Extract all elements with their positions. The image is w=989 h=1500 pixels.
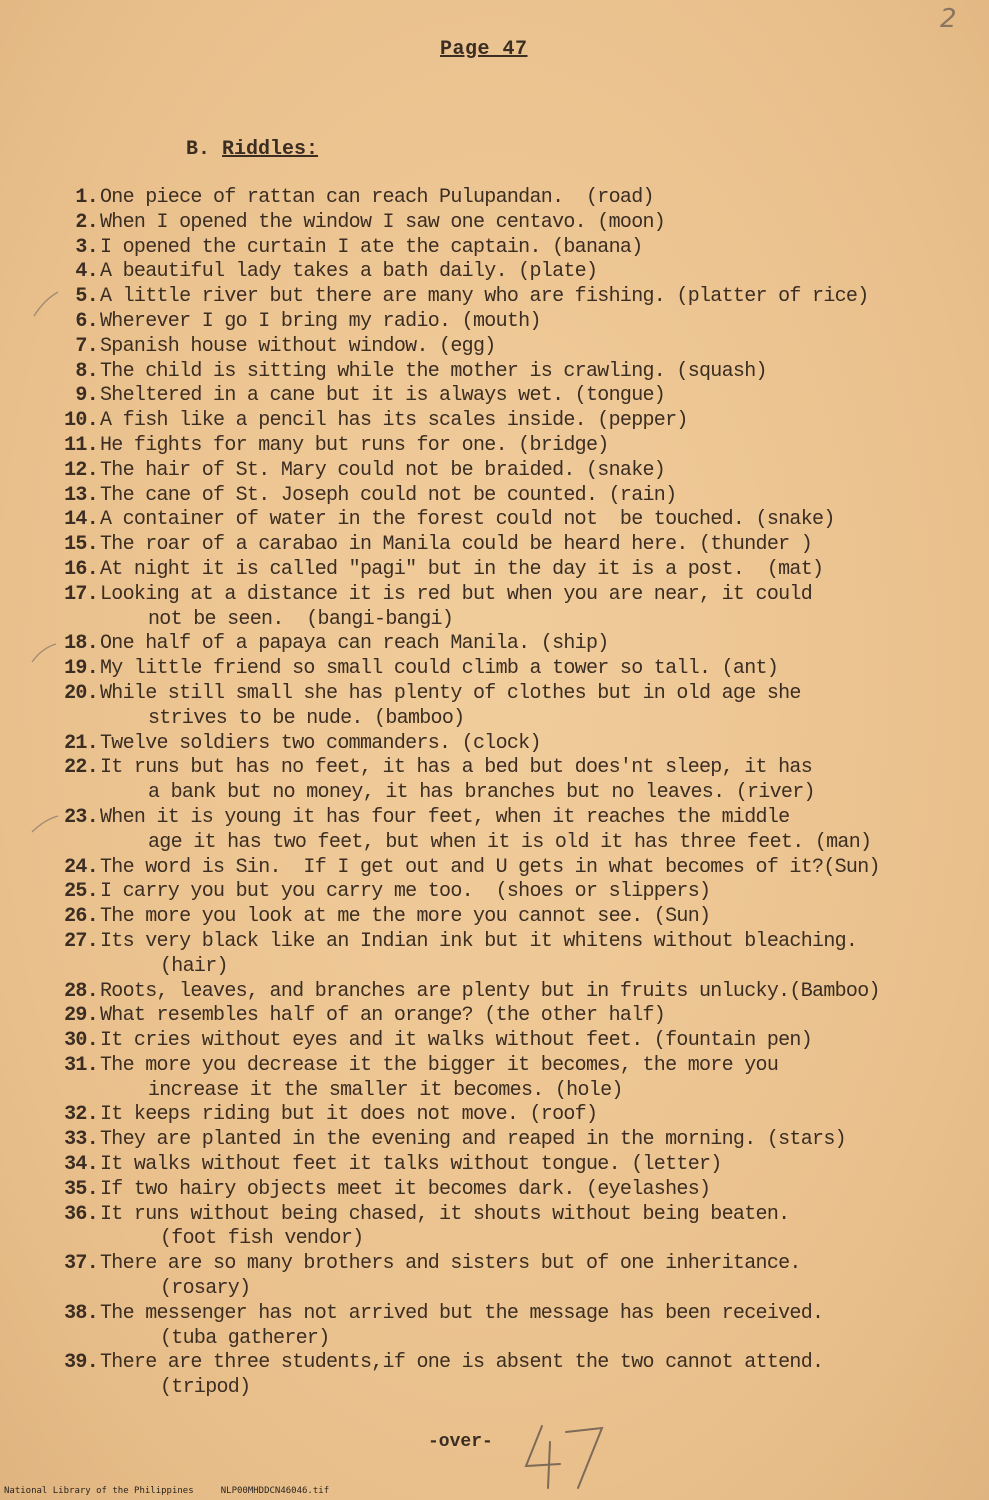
riddle-number: 17. xyxy=(64,582,98,606)
riddle-line xyxy=(56,508,976,533)
section-heading xyxy=(186,138,318,161)
riddle-number: 31. xyxy=(64,1053,98,1077)
riddle-line xyxy=(56,236,976,261)
riddle-number: 12. xyxy=(64,458,98,482)
riddle-number: 9. xyxy=(75,384,98,408)
riddle-line xyxy=(56,682,976,707)
riddle-continuation xyxy=(56,608,976,633)
riddle-text: There are so many brothers and sisters but of one inheritance. xyxy=(100,1252,801,1276)
riddle-number: 21. xyxy=(64,731,98,755)
riddle-line xyxy=(56,732,976,757)
riddle-text: One piece of rattan can reach Pulupandan. (road) xyxy=(100,186,654,209)
riddle-line xyxy=(56,856,976,881)
riddle-text: Spanish house without window. (egg) xyxy=(100,334,496,358)
riddle-text: not be seen. (bangi-bangi) xyxy=(148,607,454,631)
riddle-line xyxy=(56,1252,976,1277)
riddle-line xyxy=(56,632,976,657)
riddle-number: 4. xyxy=(75,260,98,284)
riddle-number: 34. xyxy=(64,1153,98,1177)
riddle-number: 2. xyxy=(75,210,98,234)
riddle-text: There are three students,if one is absent the two cannot attend. xyxy=(100,1351,824,1375)
riddle-line xyxy=(56,1029,976,1054)
riddle-number: 26. xyxy=(64,905,98,929)
riddle-number: 3. xyxy=(75,235,98,259)
riddle-text: The hair of St. Mary could not be braided. (snake) xyxy=(100,458,666,482)
riddle-text: It keeps riding but it does not move. (roof) xyxy=(100,1103,598,1127)
riddle-text: I carry you but you carry me too. (shoes or slippers) xyxy=(100,880,711,904)
riddle-continuation xyxy=(56,781,976,806)
riddle-text: Roots, leaves, and branches are plenty but in fruits unlucky.(Bamboo) xyxy=(100,979,880,1003)
riddle-number: 39. xyxy=(64,1351,98,1375)
riddle-text: It runs but has no feet, it has a bed but does'nt sleep, it has xyxy=(100,756,813,780)
riddle-text: One half of a papaya can reach Manila. (ship) xyxy=(100,632,609,656)
riddle-continuation xyxy=(56,1376,976,1401)
riddle-text: Looking at a distance it is red but when you are near, it could xyxy=(100,582,813,606)
riddle-text: (foot fish vendor) xyxy=(160,1227,364,1251)
riddle-number: 24. xyxy=(64,855,98,879)
riddle-text: A beautiful lady takes a bath daily. (plate) xyxy=(100,260,598,284)
riddle-number: 5. xyxy=(75,285,98,309)
riddle-line xyxy=(56,905,976,930)
check-mark-icon xyxy=(30,812,60,836)
riddle-continuation xyxy=(56,955,976,980)
riddle-line xyxy=(56,1203,976,1228)
riddle-line xyxy=(56,360,976,385)
riddle-line xyxy=(56,285,976,310)
riddle-text: Twelve soldiers two commanders. (clock) xyxy=(100,731,541,755)
riddle-number: 30. xyxy=(64,1029,98,1053)
riddle-text: He fights for many but runs for one. (bridge) xyxy=(100,433,609,457)
riddle-number: 15. xyxy=(64,533,98,557)
riddle-text: Wherever I go I bring my radio. (mouth) xyxy=(100,309,541,333)
riddle-line xyxy=(56,211,976,236)
page-title: Page 47 xyxy=(440,38,528,61)
riddle-line xyxy=(56,806,976,831)
riddle-line xyxy=(56,1351,976,1376)
handwritten-page-number xyxy=(520,1418,610,1492)
riddle-number: 1. xyxy=(75,186,98,209)
riddle-line xyxy=(56,186,976,211)
riddle-continuation xyxy=(56,831,976,856)
riddle-continuation xyxy=(56,1327,976,1352)
riddle-number: 20. xyxy=(64,681,98,705)
riddle-text: The cane of St. Joseph could not be counted. (rain) xyxy=(100,483,677,507)
riddle-line xyxy=(56,1178,976,1203)
riddle-text: It walks without feet it talks without tongue. (letter) xyxy=(100,1153,722,1177)
riddle-text: The word is Sin. If I get out and U gets in what becomes of it?(Sun) xyxy=(100,855,880,879)
riddle-text: While still small she has plenty of clothes but in old age she xyxy=(100,681,801,705)
riddle-number: 10. xyxy=(64,409,98,433)
riddle-text: (hair) xyxy=(160,954,228,978)
riddle-text: The roar of a carabao in Manila could be heard here. (thunder ) xyxy=(100,533,813,557)
riddle-text: (tuba gatherer) xyxy=(160,1326,330,1350)
riddle-line xyxy=(56,880,976,905)
riddle-line xyxy=(56,558,976,583)
riddle-text: At night it is called "pagi" but in the day it is a post. (mat) xyxy=(100,557,824,581)
riddle-number: 13. xyxy=(64,483,98,507)
riddle-text: If two hairy objects meet it becomes dark. (eyelashes) xyxy=(100,1177,711,1201)
riddle-line xyxy=(56,1103,976,1128)
riddle-text: Its very black like an Indian ink but it whitens without bleaching. xyxy=(100,929,858,953)
riddle-number: 36. xyxy=(64,1202,98,1226)
riddle-line xyxy=(56,434,976,459)
riddle-number: 35. xyxy=(64,1177,98,1201)
riddle-text: Sheltered in a cane but it is always wet. (tongue) xyxy=(100,384,666,408)
riddle-text: My little friend so small could climb a tower so tall. (ant) xyxy=(100,657,779,681)
check-mark-icon xyxy=(30,640,58,666)
over-label: -over- xyxy=(428,1432,493,1452)
riddle-text: I opened the curtain I ate the captain. (banana) xyxy=(100,235,643,259)
riddle-text: (tripod) xyxy=(160,1376,251,1400)
footer-source: National Library of the Philippines NLP00MHDDCN46046.tif xyxy=(4,1486,330,1496)
riddle-list xyxy=(56,186,976,1401)
riddle-line xyxy=(56,260,976,285)
riddle-number: 25. xyxy=(64,880,98,904)
riddle-line xyxy=(56,335,976,360)
riddle-line xyxy=(56,583,976,608)
riddle-number: 29. xyxy=(64,1004,98,1028)
riddle-line xyxy=(56,484,976,509)
riddle-text: It cries without eyes and it walks without feet. (fountain pen) xyxy=(100,1029,813,1053)
riddle-line xyxy=(56,533,976,558)
riddle-number: 16. xyxy=(64,557,98,581)
riddle-number: 19. xyxy=(64,657,98,681)
riddle-line xyxy=(56,1004,976,1029)
riddle-text: It runs without being chased, it shouts without being beaten. xyxy=(100,1202,790,1226)
riddle-text: The child is sitting while the mother is crawling. (squash) xyxy=(100,359,767,383)
riddle-line xyxy=(56,1054,976,1079)
riddle-line xyxy=(56,930,976,955)
riddle-number: 14. xyxy=(64,508,98,532)
riddle-line xyxy=(56,310,976,335)
riddle-text: a bank but no money, it has branches but no leaves. (river) xyxy=(148,781,815,805)
riddle-continuation xyxy=(56,1079,976,1104)
riddle-text: The messenger has not arrived but the message has been received. xyxy=(100,1301,824,1325)
riddle-text: increase it the smaller it becomes. (hole) xyxy=(148,1078,623,1102)
section-prefix: B. xyxy=(186,138,211,161)
riddle-number: 11. xyxy=(64,433,98,457)
riddle-line xyxy=(56,409,976,434)
riddle-line xyxy=(56,1302,976,1327)
check-mark-icon xyxy=(30,290,60,320)
riddle-text: A little river but there are many who are fishing. (platter of rice) xyxy=(100,285,869,309)
riddle-continuation xyxy=(56,707,976,732)
riddle-number: 6. xyxy=(75,309,98,333)
riddle-text: strives to be nude. (bamboo) xyxy=(148,706,465,730)
riddle-number: 22. xyxy=(64,756,98,780)
riddle-text: They are planted in the evening and reaped in the morning. (stars) xyxy=(100,1128,846,1152)
riddle-number: 33. xyxy=(64,1128,98,1152)
riddle-text: The more you look at me the more you cannot see. (Sun) xyxy=(100,905,711,929)
riddle-number: 38. xyxy=(64,1301,98,1325)
riddle-line xyxy=(56,384,976,409)
riddle-line xyxy=(56,1128,976,1153)
riddle-number: 37. xyxy=(64,1252,98,1276)
riddle-number: 28. xyxy=(64,979,98,1003)
riddle-number: 18. xyxy=(64,632,98,656)
riddle-text: What resembles half of an orange? (the other half) xyxy=(100,1004,666,1028)
riddle-text: When it is young it has four feet, when it reaches the middle xyxy=(100,805,790,829)
riddle-line xyxy=(56,657,976,682)
riddle-line xyxy=(56,1153,976,1178)
riddle-number: 8. xyxy=(75,359,98,383)
corner-page-mark: 2 xyxy=(940,4,957,34)
riddle-continuation xyxy=(56,1277,976,1302)
riddle-continuation xyxy=(56,1227,976,1252)
riddle-line xyxy=(56,980,976,1005)
section-title: Riddles: xyxy=(222,138,319,161)
riddle-line xyxy=(56,459,976,484)
riddle-text: The more you decrease it the bigger it becomes, the more you xyxy=(100,1053,779,1077)
riddle-number: 7. xyxy=(75,334,98,358)
riddle-text: (rosary) xyxy=(160,1277,251,1301)
riddle-text: When I opened the window I saw one centavo. (moon) xyxy=(100,210,666,234)
riddle-text: age it has two feet, but when it is old it has three feet. (man) xyxy=(148,830,872,854)
riddle-number: 23. xyxy=(64,805,98,829)
riddle-text: A container of water in the forest could not be touched. (snake) xyxy=(100,508,835,532)
riddle-text: A fish like a pencil has its scales inside. (pepper) xyxy=(100,409,688,433)
riddle-number: 27. xyxy=(64,929,98,953)
riddle-line xyxy=(56,756,976,781)
riddle-number: 32. xyxy=(64,1103,98,1127)
